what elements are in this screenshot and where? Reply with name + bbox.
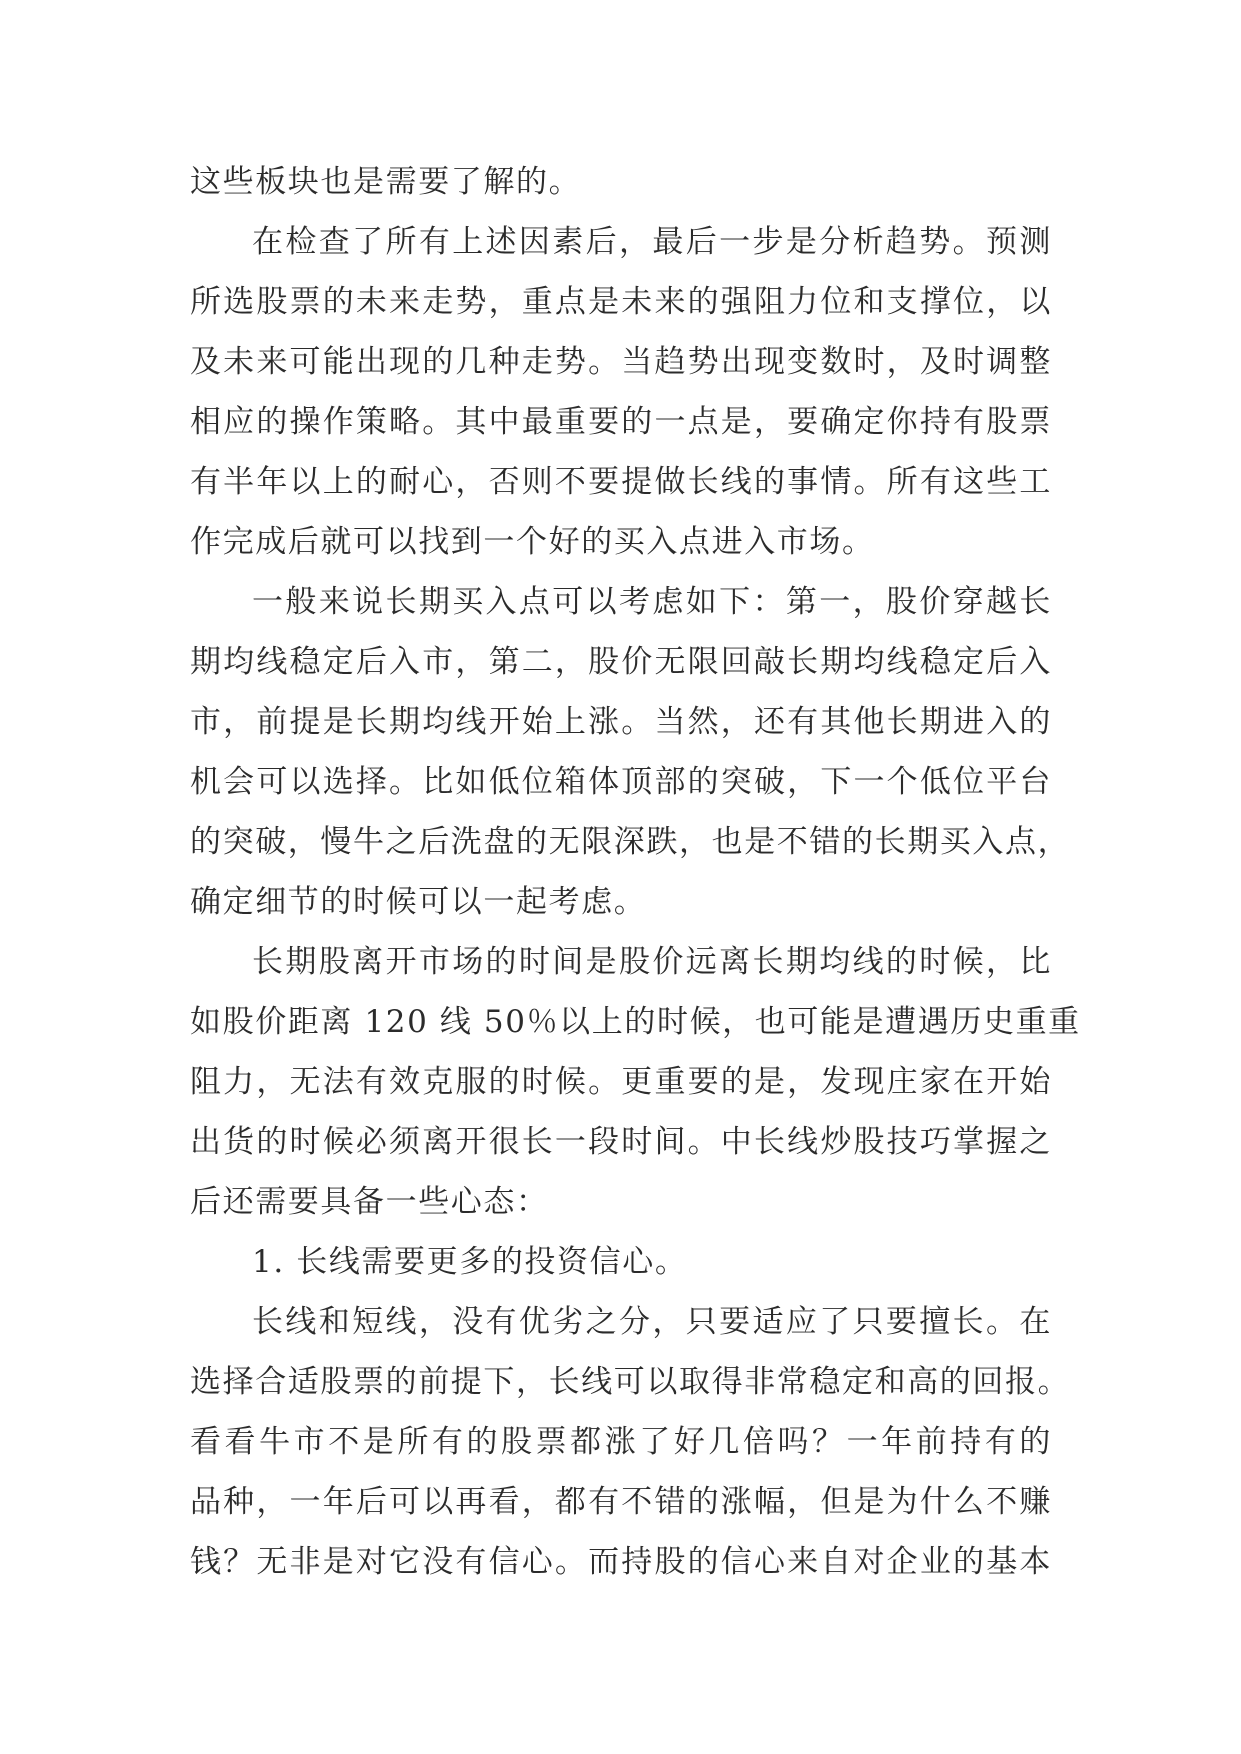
paragraph-continuation [190,152,1052,212]
text-line: 一般来说长期买入点可以考虑如下：第一，股价穿越长 [252,584,1052,620]
text-line: 机会可以选择。比如低位箱体顶部的突破，下一个低位平台 [190,764,1052,800]
text-line: 市，前提是长期均线开始上涨。当然，还有其他长期进入的 [190,704,1052,740]
text-line: 品种，一年后可以再看，都有不错的涨幅，但是为什么不赚 [190,1484,1052,1520]
text-line: 1. 长线需要更多的投资信心。 [252,1244,688,1280]
paragraph-trend-analysis [190,212,1052,572]
text-line: 有半年以上的耐心，否则不要提做长线的事情。所有这些工 [190,464,1052,500]
text-line: 看看牛市不是所有的股票都涨了好几倍吗？一年前持有的 [190,1424,1052,1460]
text-line: 作完成后就可以找到一个好的买入点进入市场。 [190,524,875,560]
text-line: 确定细节的时候可以一起考虑。 [190,884,647,920]
text-line: 后还需要具备一些心态： [190,1184,549,1220]
text-line: 长期股离开市场的时间是股价远离长期均线的时候，比 [252,944,1052,980]
text-line: 在检查了所有上述因素后，最后一步是分析趋势。预测 [252,224,1052,260]
paragraph-long-term-confidence [190,1292,1071,1592]
paragraph-exit-timing [190,932,1081,1232]
text-line: 期均线稳定后入市，第二，股价无限回敲长期均线稳定后入 [190,644,1052,680]
text-line: 这些板块也是需要了解的。 [190,164,582,200]
text-line: 的突破，慢牛之后洗盘的无限深跌，也是不错的长期买入点， [190,824,1071,860]
text-line: 相应的操作策略。其中最重要的一点是，要确定你持有股票 [190,404,1052,440]
text-line: 及未来可能出现的几种走势。当趋势出现变数时，及时调整 [190,344,1052,380]
text-line: 长线和短线，没有优劣之分，只要适应了只要擅长。在 [252,1304,1052,1340]
text-line: 选择合适股票的前提下，长线可以取得非常稳定和高的回报。 [190,1364,1071,1400]
text-line: 出货的时候必须离开很长一段时间。中长线炒股技巧掌握之 [190,1124,1052,1160]
text-line: 钱？无非是对它没有信心。而持股的信心来自对企业的基本 [190,1544,1052,1580]
list-item-heading [190,1232,1052,1292]
text-line: 阻力，无法有效克服的时候。更重要的是，发现庄家在开始 [190,1064,1052,1100]
document-body [190,152,1081,1592]
text-line: 所选股票的未来走势，重点是未来的强阻力位和支撑位，以 [190,284,1052,320]
text-line: 如股价距离 120 线 50％以上的时候，也可能是遭遇历史重重 [190,1004,1081,1040]
paragraph-buy-points [190,572,1071,932]
